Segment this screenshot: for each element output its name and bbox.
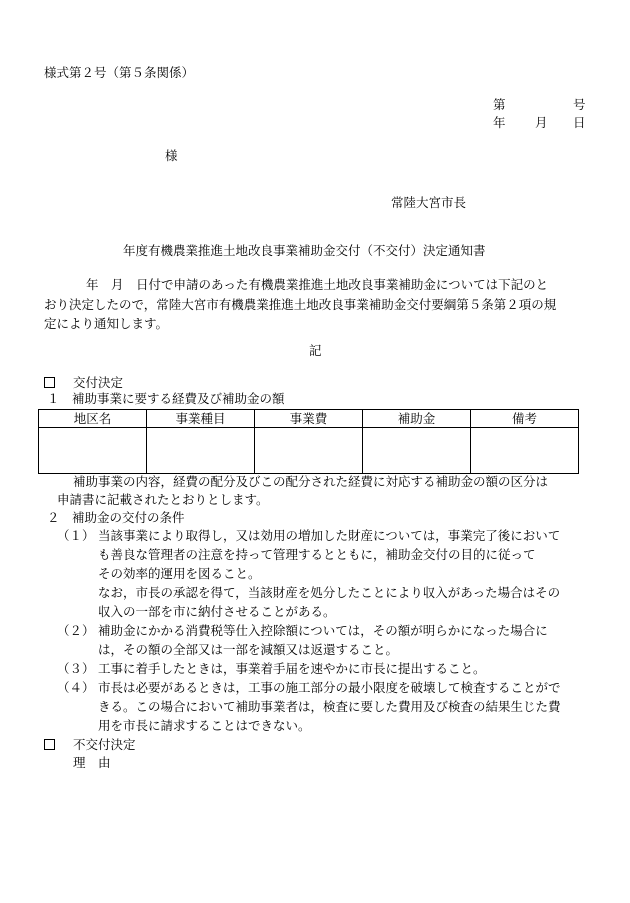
cell-project-type[interactable]	[147, 428, 255, 474]
non-grant-decision-checkbox[interactable]	[44, 739, 55, 750]
col-header-district: 地区名	[39, 410, 147, 428]
condition-4-line-2: きる。この場合において補助事業者は，検査に要した費用及び検査の結果生じた費	[98, 699, 561, 714]
table-row	[39, 428, 579, 474]
condition-2-number: （２）	[57, 623, 95, 638]
cost-table	[38, 409, 579, 474]
grant-decision-checkbox[interactable]	[44, 377, 55, 388]
condition-4-number: （４）	[57, 680, 95, 695]
date-year: 年	[493, 115, 506, 130]
condition-1-number: （１）	[57, 528, 95, 543]
condition-3-line-1: 工事に着手したときは，事業着手届を速やかに市長に提出すること。	[98, 661, 486, 676]
col-header-remarks: 備考	[471, 410, 579, 428]
intro-line-2: おり決定したので，常陸大宮市有機農業推進土地改良事業補助金交付要綱第５条第２項の規	[44, 296, 557, 312]
date-day: 日	[573, 115, 586, 130]
intro-line-3: 定により通知します。	[44, 316, 169, 331]
ki-marker: 記	[309, 343, 322, 358]
condition-4-line-1: 市長は必要があるときは，工事の施工部分の最小限度を破壊して検査することがで	[98, 680, 561, 695]
cell-district[interactable]	[39, 428, 147, 474]
document-number-suffix: 号	[573, 97, 586, 112]
condition-1-line-5: 収入の一部を市に納付させることがある。	[98, 604, 336, 619]
condition-1-line-4: なお，市長の承認を得て，当該財産を処分したことにより収入があった場合はその	[98, 585, 561, 600]
addressee-suffix: 様	[165, 148, 178, 163]
section-1-note-line-2: 申請書に記載されたとおりとします。	[57, 492, 269, 507]
table-header-row	[39, 410, 579, 428]
grant-decision-option[interactable]	[44, 375, 123, 391]
form-label: 様式第２号（第５条関係）	[44, 65, 195, 80]
col-header-project-cost: 事業費	[255, 410, 363, 428]
condition-4-line-3: 用を市長に請求することはできない。	[98, 718, 311, 733]
condition-1-line-2: も善良な管理者の注意を持って管理するとともに，補助金交付の目的に従って	[98, 547, 536, 562]
col-header-project-type: 事業種目	[147, 410, 255, 428]
intro-line-1: 年 月 日付で申請のあった有機農業推進土地改良事業補助金については下記のと	[86, 277, 549, 292]
cell-remarks[interactable]	[471, 428, 579, 474]
document-title: 年度有機農業推進土地改良事業補助金交付（不交付）決定通知書	[123, 243, 486, 258]
col-header-subsidy: 補助金	[363, 410, 471, 428]
non-grant-decision-label: 不交付決定	[72, 737, 136, 752]
condition-1-line-1: 当該事業により取得し，又は効用の増加した財産については，事業完了後において	[98, 528, 561, 543]
condition-2-line-1: 補助金にかかる消費税等仕入控除額については，その額が明らかになった場合に	[98, 623, 548, 638]
date-month: 月	[535, 115, 548, 130]
condition-3-number: （３）	[57, 661, 95, 676]
section-1-heading: １ 補助事業に要する経費及び補助金の額	[47, 391, 285, 406]
section-2-heading: ２ 補助金の交付の条件	[47, 510, 185, 525]
issuer-name: 常陸大宮市長	[391, 195, 467, 210]
cell-project-cost[interactable]	[255, 428, 363, 474]
non-grant-decision-option[interactable]	[44, 737, 136, 753]
condition-2-line-2: は，その額の全部又は一部を減額又は返還すること。	[98, 642, 399, 657]
document-number-label: 第	[493, 97, 506, 112]
grant-decision-label: 交付決定	[72, 375, 123, 390]
condition-1-line-3: その効率的運用を図ること。	[98, 566, 261, 581]
reason-label: 理 由	[73, 755, 111, 770]
cell-subsidy[interactable]	[363, 428, 471, 474]
section-1-note-line-1: 補助事業の内容，経費の配分及びこの配分された経費に対応する補助金の額の区分は	[73, 474, 549, 489]
